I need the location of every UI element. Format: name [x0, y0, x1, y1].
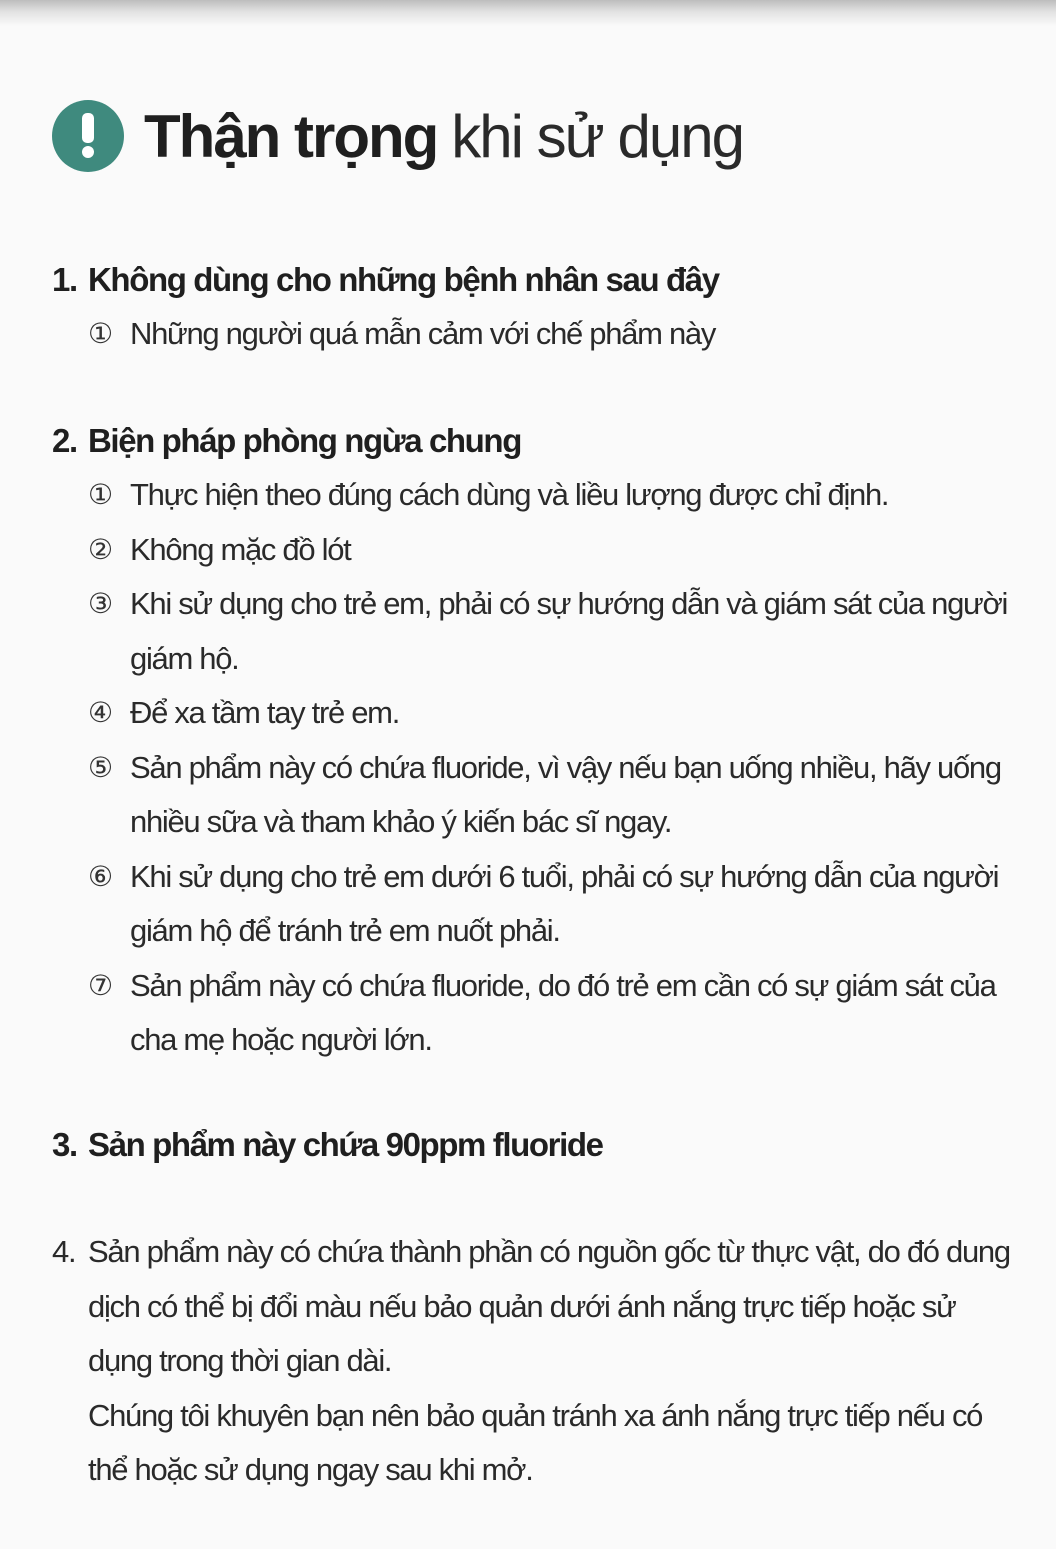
list-item — [88, 959, 1012, 1068]
list-item — [88, 307, 1012, 362]
heading-light-text: khi sử dụng — [451, 102, 743, 170]
section-title-text: Không dùng cho những bệnh nhân sau đây — [88, 261, 719, 298]
section-2 — [52, 414, 1012, 1068]
list-item — [88, 577, 1012, 686]
heading-bold-text: Thận trọng — [144, 102, 438, 170]
section-title — [52, 414, 1012, 468]
section-3 — [52, 1118, 1012, 1172]
list-item — [88, 468, 1012, 523]
item-marker: ② — [88, 532, 114, 566]
list-item — [88, 686, 1012, 741]
item-text: Khi sử dụng cho trẻ em dưới 6 tuổi, phải có sự hướng dẫn của người giám hộ để tránh trẻ em nuốt phải. — [130, 858, 999, 948]
item-text: Không mặc đồ lót — [130, 531, 351, 567]
item-text: Để xa tầm tay trẻ em. — [130, 695, 400, 730]
page-heading — [52, 96, 743, 176]
section-title — [52, 253, 1012, 307]
item-text: Khi sử dụng cho trẻ em, phải có sự hướng dẫn và giám sát của người giám hộ. — [130, 586, 1008, 676]
item-marker: ⑦ — [88, 968, 114, 1002]
exclamation-icon — [52, 100, 124, 172]
section-4 — [52, 1225, 1012, 1498]
item-marker: ④ — [88, 696, 114, 729]
item-list — [52, 307, 1012, 362]
section-number: 1. — [52, 261, 77, 298]
list-item — [88, 741, 1012, 850]
item-text: Thực hiện theo đúng cách dùng và liều lượng được chỉ định. — [130, 477, 889, 512]
item-list — [52, 468, 1012, 1068]
section-body — [52, 1225, 1012, 1498]
item-marker: ⑥ — [88, 859, 114, 893]
section-1 — [52, 253, 1012, 362]
item-text: Sản phẩm này có chứa fluoride, do đó trẻ em cần có sự giám sát của cha mẹ hoặc người lớn. — [130, 967, 996, 1057]
section-number: 4. — [52, 1234, 76, 1269]
item-marker: ⑤ — [88, 750, 114, 784]
list-item — [88, 850, 1012, 959]
item-text: Những người quá mẫn cảm với chế phẩm này — [130, 316, 716, 351]
section-number: 2. — [52, 422, 77, 459]
item-marker: ③ — [88, 587, 114, 620]
section-paragraphs — [88, 1225, 1012, 1498]
paragraph: Sản phẩm này có chứa thành phần có nguồn gốc từ thực vật, do đó dung dịch có thể bị đổi màu nếu bảo quản dưới ánh nắng trực tiếp hoặc sử dụng trong thời gian dài. — [88, 1234, 1010, 1378]
section-title-text: Biện pháp phòng ngừa chung — [88, 422, 521, 459]
section-number: 3. — [52, 1126, 77, 1163]
paragraph: Chúng tôi khuyên bạn nên bảo quản tránh xa ánh nắng trực tiếp nếu có thể hoặc sử dụng ngay sau khi mở. — [88, 1397, 983, 1487]
item-marker: ① — [88, 478, 114, 511]
item-text: Sản phẩm này có chứa fluoride, vì vậy nếu bạn uống nhiều, hãy uống nhiều sữa và tham khảo ý kiến bác sĩ ngay. — [130, 749, 1001, 839]
list-item — [88, 523, 1012, 578]
section-title-text: Sản phẩm này chứa 90ppm fluoride — [88, 1126, 603, 1163]
section-title — [52, 1118, 1012, 1172]
item-marker: ① — [88, 317, 114, 350]
